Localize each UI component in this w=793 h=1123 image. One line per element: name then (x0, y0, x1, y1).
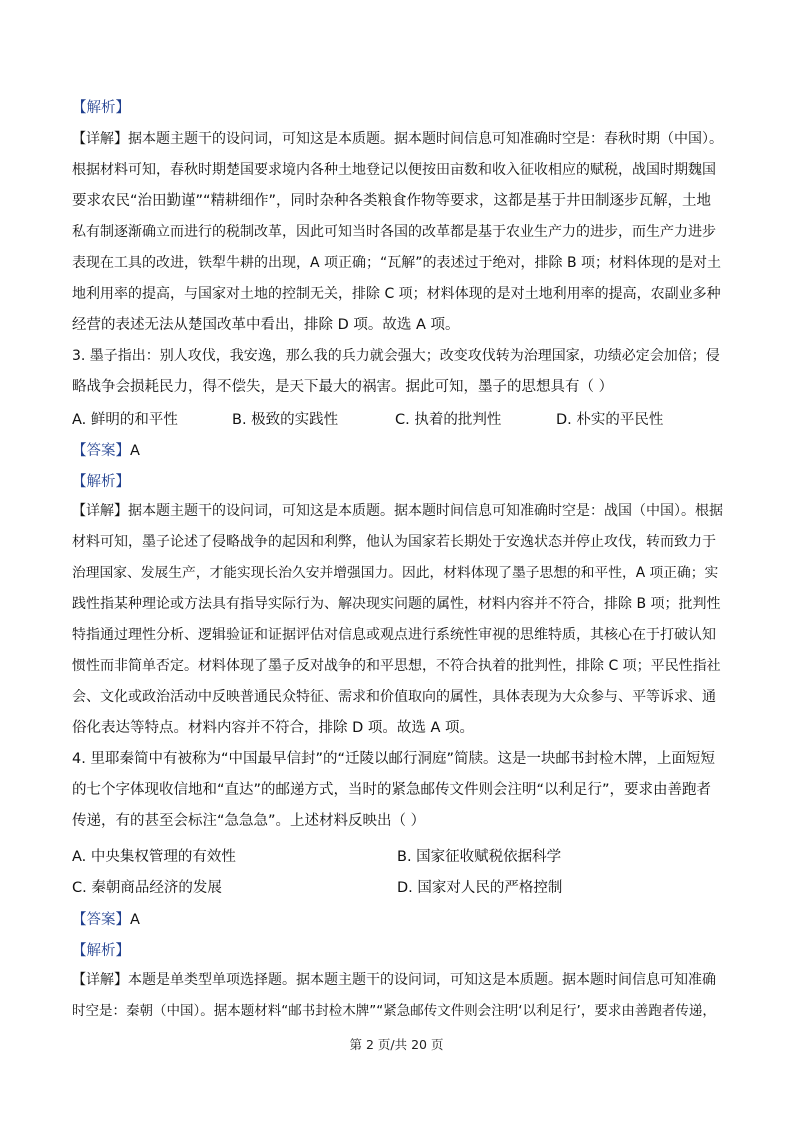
answer-row (72, 439, 140, 460)
analysis-tag: 【解析】 (72, 474, 130, 490)
text-line: 私有制逐渐确立而进行的税制改革，因此可知当时各国的改革都是基于农业生产力的进步，而生产力进步 (72, 224, 716, 240)
option-b: B. 极致的实践性 (232, 412, 339, 428)
option-a: A. 中央集权管理的有效性 (72, 849, 236, 865)
answer-value: A (130, 912, 140, 928)
question-stem-line: 3. 墨子指出：别人攻伐，我安逸，那么我的兵力就会强大；改变攻伐转为治理国家，功绩必定会加倍；侵 (72, 348, 720, 364)
analysis-tag: 【解析】 (72, 100, 130, 116)
option-a: A. 鲜明的和平性 (72, 412, 178, 428)
text-line: 【详解】本题是单类型单项选择题。据本题主题干的设问词，可知这是本质题。据本题时间信息可知准确 (72, 972, 716, 988)
text-line: 治理国家、发展生产，才能实现长治久安并增强国力。因此，材料体现了墨子思想的和平性，A 项正确；实 (72, 565, 719, 581)
text-line: 材料可知，墨子论述了侵略战争的起因和利弊，他认为国家若长期处于安逸状态并停止攻伐，转而致力于 (72, 534, 716, 550)
text-line: 表现在工具的改进，铁犁牛耕的出现，A 项正确；“瓦解”的表述过于绝对，排除 B 项；材料体现的是对土 (72, 255, 722, 271)
text-line: 践性指某种理论或方法具有指导实际行为、解决现实问题的属性，材料内容并不符合，排除 B 项；批判性 (72, 596, 721, 612)
text-line: 要求农民“治田勤谨”“精耕细作”，同时杂种各类粮食作物等要求，这都是基于井田制逐步瓦解，土地 (72, 193, 712, 209)
text-line: 地利用率的提高，与国家对土地的控制无关，排除 C 项；材料体现的是对土地利用率的提高，农副业多种 (72, 286, 721, 302)
text-line: 俗化表达等特点。材料内容并不符合，排除 D 项。故选 A 项。 (72, 720, 475, 736)
page-number-footer: 第 2 页/共 20 页 (349, 1037, 444, 1052)
option-d: D. 朴实的平民性 (556, 412, 664, 428)
text-line: 经营的表述无法从楚国改革中看出，排除 D 项。故选 A 项。 (72, 317, 460, 333)
analysis-tag: 【解析】 (72, 943, 130, 959)
text-line: 【详解】据本题主题干的设问词，可知这是本质题。据本题时间信息可知准确时空是：春秋时期（中国）。 (72, 131, 723, 147)
text-line: 根据材料可知，春秋时期楚国要求境内各种土地登记以便按田亩数和收入征收相应的赋税，战国时期魏国 (72, 162, 716, 178)
question-stem-line: 的七个字体现收信地和“直达”的邮递方式，当时的紧急邮传文件则会注明“以利足行”，要求由善跑者 (72, 782, 712, 798)
option-b: B. 国家征收赋税依据科学 (397, 849, 562, 865)
answer-tag: 【答案】 (72, 912, 130, 928)
answer-value: A (130, 443, 140, 459)
answer-row (72, 908, 140, 929)
option-c: C. 秦朝商品经济的发展 (72, 880, 222, 896)
question-stem-line: 传递，有的甚至会标注“急急急”。上述材料反映出（ ） (72, 813, 426, 829)
question-stem-line: 4. 里耶秦简中有被称为“中国最早信封”的“迁陵以邮行洞庭”简牍。这是一块邮书封检木牌，上面短短 (72, 751, 715, 767)
option-c: C. 执着的批判性 (395, 412, 502, 428)
text-line: 会、文化或政治活动中反映普通民众特征、需求和价值取向的属性，具体表现为大众参与、平等诉求、通 (72, 689, 716, 705)
answer-tag: 【答案】 (72, 443, 130, 459)
text-line: 特指通过理性分析、逻辑验证和证据评估对信息或观点进行系统性审视的思维特质，其核心在于打破认知 (72, 627, 716, 643)
text-line: 【详解】据本题主题干的设问词，可知这是本质题。据本题时间信息可知准确时空是：战国（中国）。根据 (72, 503, 723, 519)
text-line: 惯性而非简单否定。材料体现了墨子反对战争的和平思想，不符合执着的批判性，排除 C 项；平民性指社 (72, 658, 721, 674)
question-stem-line: 略战争会损耗民力，得不偿失，是天下最大的祸害。据此可知，墨子的思想具有（ ） (72, 379, 614, 395)
option-d: D. 国家对人民的严格控制 (397, 880, 563, 896)
text-line: 时空是：秦朝（中国）。据本题材料“邮书封检木牌”“紧急邮传文件则会注明‘以利足行’，要求由善跑者传递， (72, 1003, 716, 1019)
